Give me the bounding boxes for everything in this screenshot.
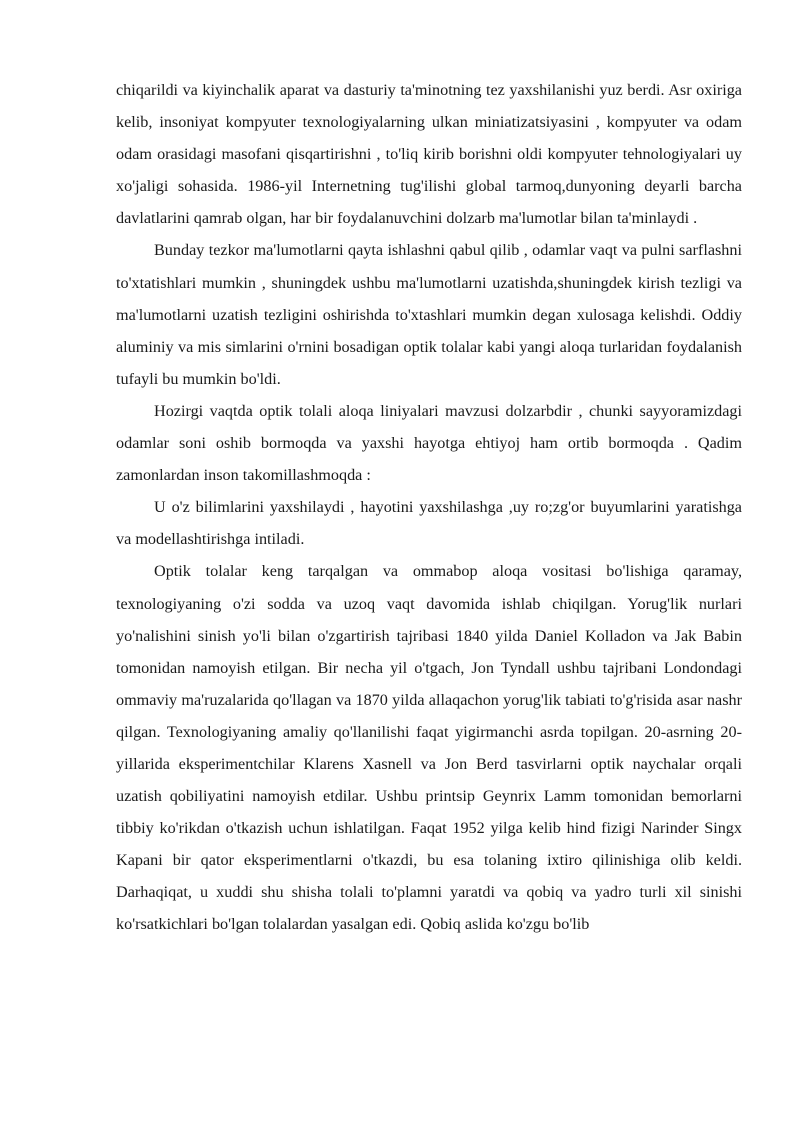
paragraph-5: Optik tolalar keng tarqalgan va ommabop aloqa vositasi bo'lishiga qaramay, texnologiyaning o'zi sodda va uzoq vaqt davomida ishlab chiqilgan. Yorug'lik nurlari yo'nalishini sinish yo'li bilan o'zgartirish tajribasi 1840 yilda Daniel Kolladon va Jak Babin tomonidan namoyish etilgan. Bir necha yil o'tgach, Jon Tyndall ushbu tajribani Londondagi ommaviy ma'ruzalarida qo'llagan va 1870 yilda allaqachon yorug'lik tabiati to'g'risida asar nashr qilgan. Texnologiyaning amaliy qo'llanilishi faqat yigirmanchi asrda topilgan. 20-asrning 20-yillarida eksperimentchilar Klarens Xasnell va Jon Berd tasvirlarni optik naychalar orqali uzatish qobiliyatini namoyish etdilar. Ushbu printsip Geynrix Lamm tomonidan bemorlarni tibbiy ko'rikdan o'tkazish uchun ishlatilgan. Faqat 1952 yilga kelib hind fizigi Narinder Singx Kapani bir qator eksperimentlarni o'tkazdi, bu esa tolaning ixtiro qilinishiga olib keldi. Darhaqiqat, u xuddi shu shisha tolali to'plamni yaratdi va qobiq va yadro turli xil sinishi ko'rsatkichlari bo'lgan tolalardan yasalgan edi. Qobiq aslida ko'zgu bo'lib	[116, 562, 742, 934]
paragraph-1: chiqarildi va kiyinchalik aparat va dasturiy ta'minotning tez yaxshilanishi yuz berdi. Asr oxiriga kelib, insoniyat kompyuter texnologiyalarning ulkan miniatizatsiyasini , kompyuter va odam odam orasidagi masofani qisqartirishni , to'liq kirib borishni oldi kompyuter tehnologiyalari uy xo'jaligi sohasida. 1986-yil Internetning tug'ilishi global tarmoq,dunyoning deyarli barcha davlatlarini qamrab olgan, har bir foydalanuvchini dolzarb ma'lumotlar bilan ta'minlaydi .	[116, 81, 742, 228]
paragraph-3: Hozirgi vaqtda optik tolali aloqa liniyalari mavzusi dolzarbdir , chunki sayyoramizdagi odamlar soni oshib bormoqda va yaxshi hayotga ehtiyoj ham ortib bormoqda . Qadim zamonlardan inson takomillashmoqda :	[116, 401, 742, 485]
paragraph-4: U o'z bilimlarini yaxshilaydi , hayotini yaxshilashga ,uy ro;zg'or buyumlarini yaratishga va modellashtirishga intiladi.	[116, 498, 742, 549]
paragraph-2: Bunday tezkor ma'lumotlarni qayta ishlashni qabul qilib , odamlar vaqt va pulni sarflashni to'xtatishlari mumkin , shuningdek ushbu ma'lumotlarni uzatishda,shuningdek kirish tezligi va ma'lumotlarni uzatish tezligini oshirishda to'xtashlari mumkin degan xulosaga kelishdi. Oddiy aluminiy va mis simlarini o'rnini bosadigan optik tolalar kabi yangi aloqa turlaridan foydalanish tufayli bu mumkin bo'ldi.	[116, 241, 742, 388]
document-page	[116, 74, 742, 941]
